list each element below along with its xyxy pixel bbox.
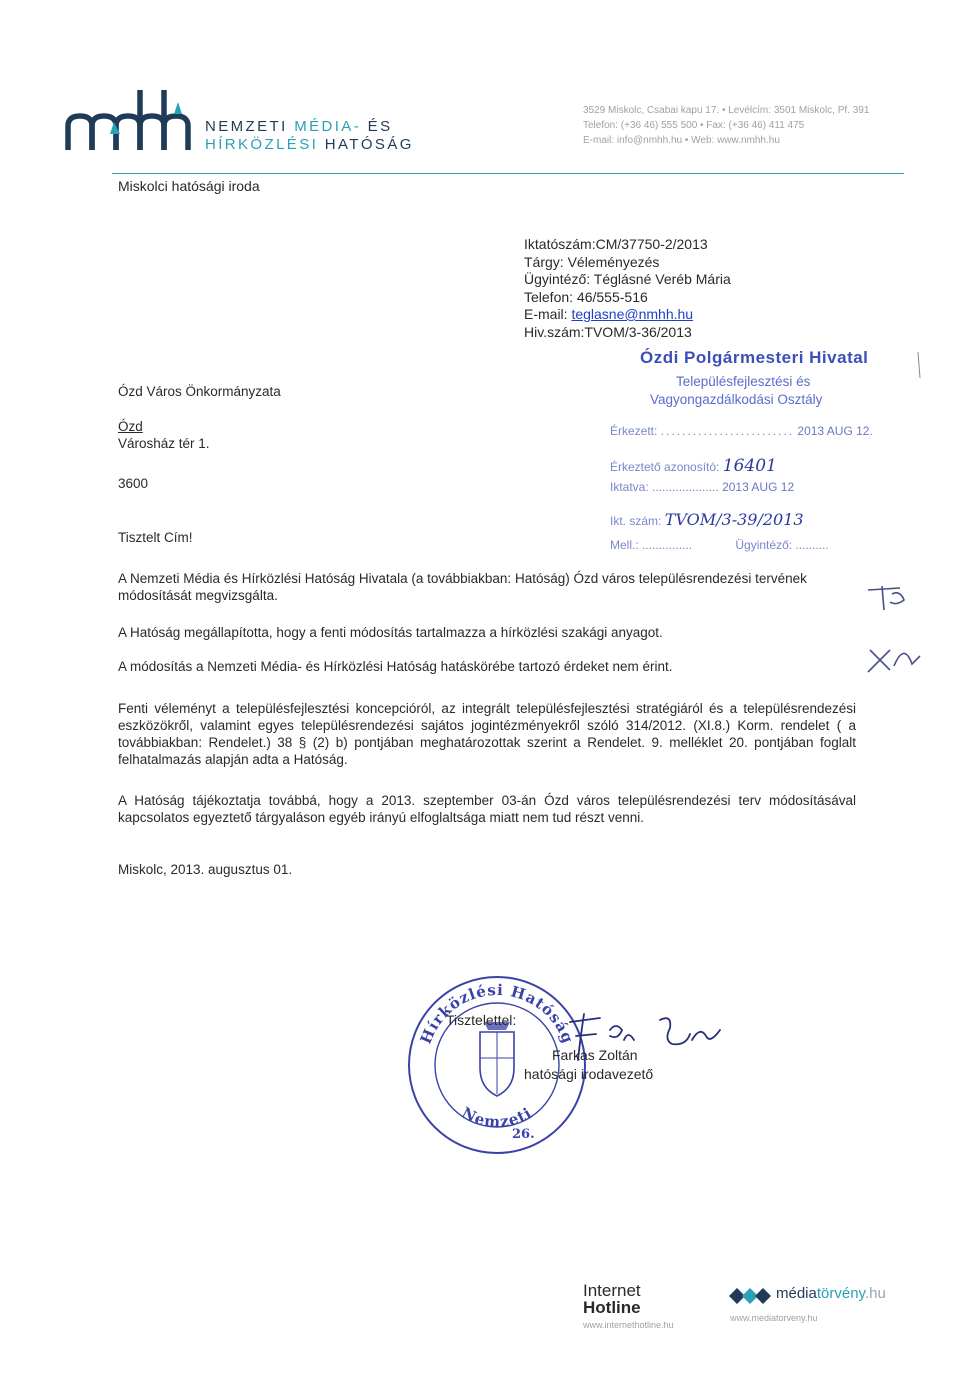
diamond-icons [728,1287,772,1305]
letter-date: Miskolc, 2013. augusztus 01. [118,862,293,877]
stamp-line1: Településfejlesztési és [676,374,811,389]
paragraph-2: A Hatóság megállapította, hogy a fenti módosítás tartalmazza a hírközlési szakági anyagot. [118,625,663,640]
stamp-mell: Mell.: ............... Ügyintéző: .......... [610,538,829,552]
email-link[interactable]: teglasne@nmhh.hu [571,306,694,322]
ugyintezo: Ügyintéző: Téglásné Veréb Mária [524,271,731,287]
paragraph-3: A módosítás a Nemzeti Média- és Hírközlési Hatóság hatáskörébe tartozó érdeket nem érint. [118,659,673,674]
reference-block [524,236,731,341]
paragraph-5: A Hatóság tájékoztatja továbbá, hogy a 2013. szeptember 03-án Ózd város településrendezési terv módosításával kapcsolatos egyeztető tárgyaláson egyéb irányú elfoglaltsága miatt nem tud részt venni. [118,793,856,825]
seal-text-bottom: Nemzeti [458,1103,536,1132]
header-rule [112,173,904,174]
nmhh-logo [62,82,202,152]
closing: Tisztelettel: [446,1012,517,1028]
handwritten-initials [860,580,950,680]
seal-text-top: Hírközlési Hatóság [416,980,578,1047]
signer-name: Farkas Zoltán [552,1047,638,1063]
org-name-line1: NEMZETI MÉDIA- ÉS [205,118,393,135]
stamp-border [878,348,928,568]
paragraph-1: A Nemzeti Média és Hírközlési Hatóság Hivatala (a továbbiakban: Hatóság) Ózd város településrendezési tervének módosítását megvizsgálta. [118,571,807,603]
stamp-iktatva: Iktatva: .................... 2013 AUG 12 [610,480,795,494]
addressee-name: Ózd Város Önkormányzata [118,384,281,399]
stamp-azonosito: Érkeztető azonosító: 16401 [610,456,777,476]
targy: Tárgy: Véleményezés [524,253,660,270]
office-name: Miskolci hatósági iroda [118,178,260,194]
mediatorveny-text: médiatörvény.hu [776,1285,886,1302]
stamp-title: Ózdi Polgármesteri Hivatal [640,348,869,367]
email-line: E-mail: teglasne@nmhh.hu [524,306,694,322]
signer-title: hatósági irodavezető [524,1066,654,1082]
header-contact: 3529 Miskolc, Csabai kapu 17. • Levélcím: 3501 Miskolc, Pf. 391 Telefon: (+36 46) 555 500 • Fax: (+36 46) 411 475 E-mail: info@nmhh.hu • Web: www.nmhh.hu [583,105,870,146]
stamp-line2: Vagyongazdálkodási Osztály [650,392,823,407]
addressee-city: Ózd [118,419,143,434]
org-name-line2: HÍRKÖZLÉSI HATÓSÁG [205,136,414,153]
internet-hotline-logo: Internet Hotline www.internethotline.hu [583,1281,674,1330]
addressee-zip: 3600 [118,476,149,491]
iktatoszam: Iktatószám:CM/37750-2/2013 [524,236,708,252]
hivszam: Hiv.szám:TVOM/3-36/2013 [524,323,692,340]
salutation: Tisztelt Cím! [118,530,193,545]
addressee-street: Városház tér 1. [118,436,210,451]
telefon: Telefon: 46/555-516 [524,288,648,305]
stamp-iktszam: Ikt. szám: TVOM/3-39/2013 [610,510,804,529]
paragraph-4: Fenti véleményt a településfejlesztési koncepcióról, az integrált településfejlesztési stratégiáról és a településrendezési eszközökről, valamint egyes településrendezési sajátos jogintézményekről szóló 314/2012. (XI.8.) Korm. rendelet ( a továbbiakban: Rendelet.) 38 § (2) b) pontjában meghatározottak szerint a Rendelet. 9. melléklet 20. pontjában foglalt felhatalmazás alapján adta a Hatóság. [118,701,856,767]
received-stamp [598,348,928,568]
seal-number: 26. [512,1127,535,1142]
stamp-erkezett: Érkezett: ......................... 2013 AUG 12. [610,424,873,438]
